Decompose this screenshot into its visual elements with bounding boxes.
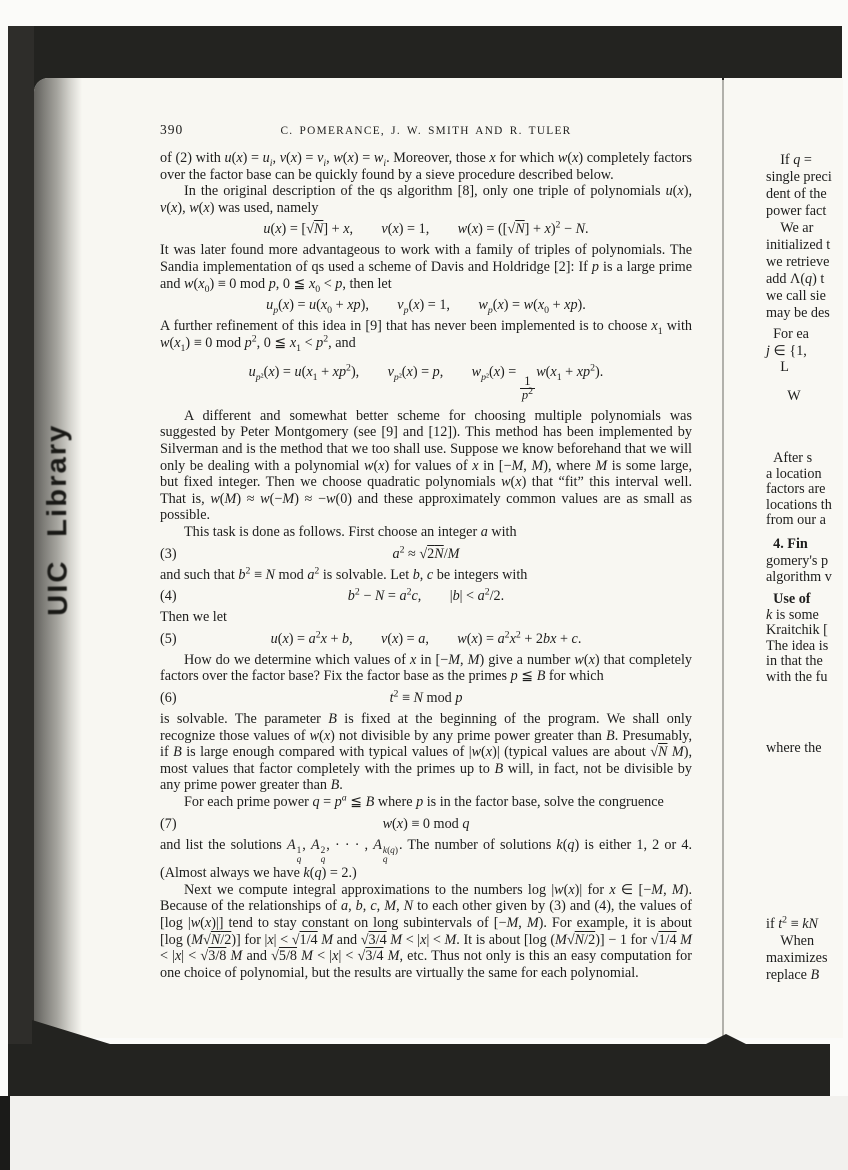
- formula-label: (3): [160, 545, 177, 562]
- display-formula: [160, 544, 692, 564]
- running-title: C. POMERANCE, J. W. SMITH AND R. TULER: [280, 125, 572, 137]
- paragraph: of (2) with $u(x) = u_i$, $v(x) = v_i$, $w(x) = w_i$. Moreover, those x for which w(x) completely factors over the factor base can be quickly found by a sieve procedure described below.: [160, 150, 693, 183]
- page-text-column: [160, 122, 692, 981]
- scan-border-left: [8, 26, 34, 1096]
- formula-label: (5): [160, 630, 177, 647]
- display-formula: [160, 295, 692, 315]
- paragraph: A further refinement of this idea in [9] that has never been implemented is to choose $x_1$ with $w(x_1) \equiv 0$ mod $p^2$, 0 ≦ $x_1 < p^2$, and: [160, 318, 692, 354]
- formula-label: (7): [160, 815, 177, 832]
- clipped-text-fragment: Use of k is some Kraitchik [ The idea is in that the with the fu: [766, 591, 829, 685]
- clipped-text-fragment: For ea j ∈ {1, L: [766, 326, 809, 375]
- equation: u(x) = [√N] + x, v(x) = 1, $w(x) = ([√N] + x)^2 - N$.: [263, 219, 589, 238]
- clipped-text-fragment: where the: [766, 740, 822, 756]
- scan-margin-bottom: [0, 1096, 848, 1170]
- formula-label: (4): [160, 588, 177, 605]
- library-stamp: UIC Library: [40, 423, 73, 616]
- scan-border-top: [8, 26, 842, 78]
- scan-edge-bottom-left: [0, 1096, 10, 1170]
- equation: $u_p(x) = u(x_0 + xp)$, $v_p(x) = 1$, $w_p(x) = w(x_0 + xp)$.: [266, 297, 586, 316]
- display-formula: [160, 629, 692, 649]
- paragraph: A different and somewhat better scheme for choosing multiple polynomials was suggested by Peter Montgomery (see [9] and [12]). This method has been implemented by Silverman and is the method that we too shall use. Suppose we know beforehand that we will only be dealing with a polynomial w(x) for values of x in [−M, M), where M is some large, but fixed integer. Then we choose quadratic polynomials w(x) that “fit” this interval well. That is, w(M) ≈ w(−M) ≈ −w(0) and these approximately common values are as small as possible.: [160, 407, 693, 524]
- page-header: [160, 122, 692, 140]
- scan-border-bottom: [8, 1044, 830, 1096]
- paragraph: and list the solutions A 1 q , A 2 q , · · · , A k(q) q . The number of solutions k(q) is either 1, 2 or 4. (Almost always we have k(q) = 2.): [160, 836, 693, 882]
- paragraph: It was later found more advantageous to work with a family of triples of polynomials. The Sandia implementation of qs used a scheme of Davis and Holdridge [2]: If p is a large prime and $w(x_0) \equiv 0$ mod p, 0 ≦ $x_0 < p$, then let: [160, 242, 692, 295]
- equation: $b^2 - N = a^2c$, $|b| < a^2/2$.: [347, 586, 505, 605]
- display-formula: [160, 814, 692, 834]
- display-formula: [160, 586, 692, 606]
- paragraph: This task is done as follows. First choose an integer a with: [184, 524, 517, 540]
- clipped-text-fragment: W: [766, 388, 801, 404]
- clipped-text-fragment: If q = single preci dent of the power fact We ar initialized t we retrieve add Λ(q) t we call sie may be des: [766, 152, 832, 321]
- equation: w(x) ≡ 0 mod q: [382, 815, 470, 832]
- equation: $u_{p^2}(x) = u(x_1 + xp^2)$, $v_{p^2}(x) = p$, $w_{p^2}(x)$ = $\frac{1}{p^2}$ $w(x_1 + xp^2)$.: [248, 362, 604, 403]
- equation: $t^2 \equiv N$ mod p: [389, 688, 463, 706]
- clipped-text-fragment: After s a location factors are locations th from our a: [766, 450, 832, 528]
- clipped-text-fragment: if $t^2$ ≡ kN When maximizes replace B: [766, 914, 828, 983]
- paragraph: and such that $b^2 \equiv N$ mod $a^2$ is solvable. Let b, c be integers with: [160, 564, 528, 583]
- formula-label: (6): [160, 689, 177, 706]
- paragraph: Next we compute integral approximations to the numbers log |w(x)| for x ∈ [−M, M). Because of the relationships of a, b, c, M, N to each other given by (3) and (4), the values of [log |w(x)|] tend to stay constant on long subintervals of [−M, M). For example, it is about [log (M√N/2)] for |x| < √1/4 M and √3/4 M < |x| < M. It is about [log (M√N/2)] − 1 for √1/4 M < |x| < √3/8 M and √5/8 M < |x| < √3/4 M, etc. Thus not only is this an easy computation for one choice of polynomial, but the results are virtually the same for each polynomial.: [160, 881, 693, 981]
- paragraph: How do we determine which values of x in [−M, M) give a number w(x) that completely factors over the factor base? Fix the factor base as the primes p ≦ B for which: [160, 651, 692, 685]
- display-formula: [160, 688, 692, 708]
- paragraph: In the original description of the qs algorithm [8], only one triple of polynomials u(x), v(x), w(x) was used, namely: [160, 183, 692, 216]
- equation: $u(x) = a^2x + b$, v(x) = a, $w(x) = a^2x^2 + 2bx + c$.: [270, 629, 582, 647]
- clipped-text-fragment: 4. Fin gomery's p algorithm v: [766, 536, 832, 585]
- paragraph: Then we let: [160, 609, 227, 626]
- book-page-left: [34, 78, 722, 1038]
- display-formula: [160, 357, 692, 402]
- equation: $a^2 \approx √2N/M$: [392, 543, 460, 562]
- paragraph: is solvable. The parameter B is fixed at the beginning of the program. We shall only recognize those values of w(x) not divisible by any prime power greater than B. Presumably, if B is large enough compared with typical values of |w(x)| (typical values are about √N M), most values that factor completely with the primes up to B will, in fact, not be divisible by any prime power greater than B.: [160, 710, 692, 794]
- book-page-right: [724, 78, 843, 1038]
- paragraph: For each prime power $q = p^a$ ≦ B where p is in the factor base, solve the congruence: [184, 792, 664, 810]
- display-formula: [160, 219, 692, 239]
- page-number: 390: [160, 122, 184, 137]
